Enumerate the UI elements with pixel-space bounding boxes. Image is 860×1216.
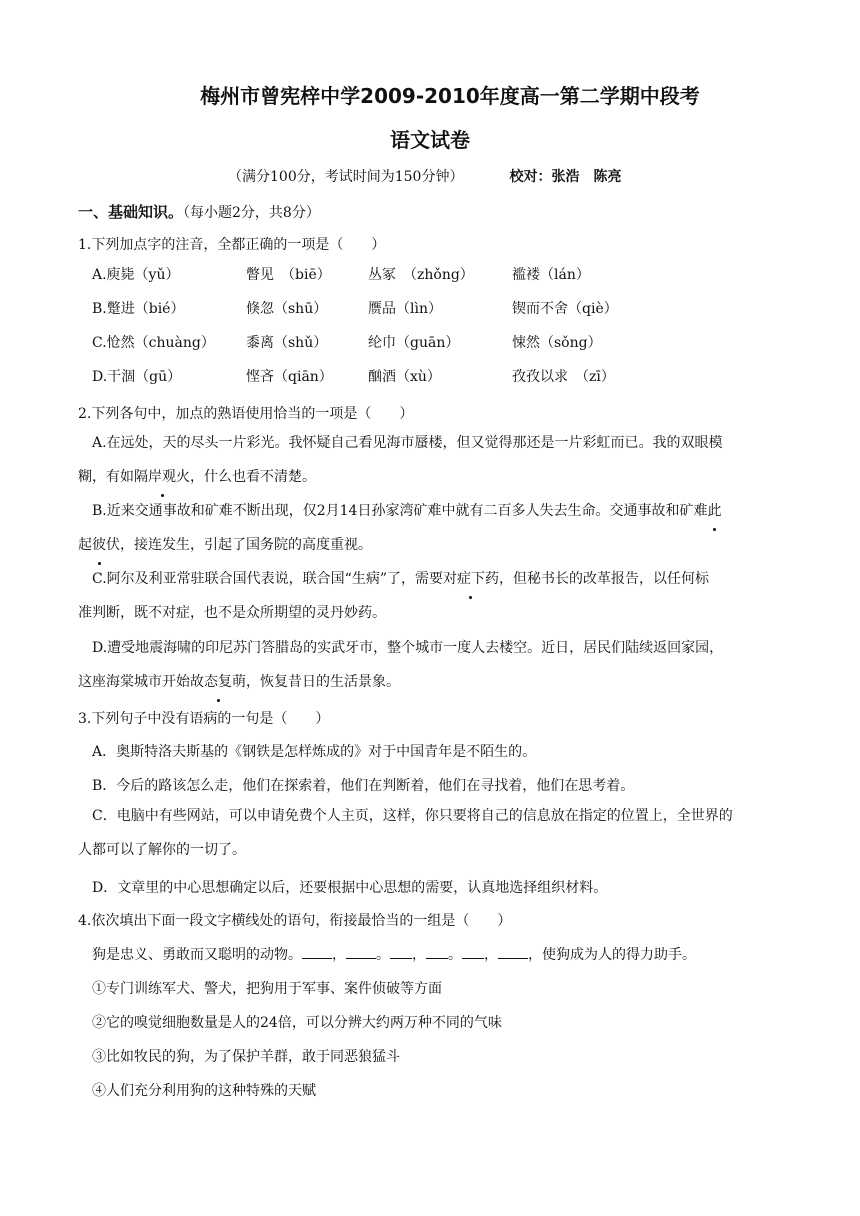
question-3-option-b: B．今后的路该怎么走，他们在探索着，他们在判断着，他们在寻找着，他们在思考着。	[92, 778, 635, 794]
option-cell: 孜孜以求 （zī）	[512, 369, 615, 385]
option-cell: 倏忽（shū）	[246, 301, 328, 317]
proofreaders: 校对：张浩 陈亮	[509, 169, 622, 185]
dotted-phrase: 此	[707, 494, 721, 528]
question-2-stem: 2.下列各句中，加点的熟语使用恰当的一项是（ ）	[78, 406, 414, 422]
option-cell: 酗酒（xù）	[368, 369, 441, 385]
question-3-stem: 3.下列句子中没有语病的一句是（ ）	[78, 711, 330, 727]
fill-blank	[302, 944, 332, 959]
option-cell: C.怆然（chuàng）	[92, 335, 215, 351]
option-cell: 黍离（shǔ）	[246, 335, 328, 351]
option-cell: B.蹩进（bié）	[92, 301, 185, 317]
option-cell: 锲而不舍（qiè）	[512, 301, 618, 317]
exam-info	[228, 166, 621, 186]
score-time-note: （满分100分，考试时间为150分钟）	[228, 169, 464, 185]
fill-blank	[498, 944, 528, 959]
option-cell: D.干涸（gū）	[92, 369, 182, 385]
dotted-phrase: 对症下药	[443, 562, 499, 596]
dotted-phrase: 隔岸观火	[134, 460, 190, 494]
dotted-phrase: 故态复萌	[190, 665, 246, 699]
exam-subject-title: 语文试卷	[390, 128, 470, 152]
option-cell: 悚然（sǒng）	[512, 335, 602, 351]
question-4-item: ②它的嗅觉细胞数量是人的24倍，可以分辨大约两万种不同的气味	[92, 1015, 502, 1031]
option-cell: 纶巾（guān）	[368, 335, 460, 351]
fill-blank	[390, 944, 412, 959]
question-1-stem: 1.下列加点字的注音，全都正确的一项是（ ）	[78, 237, 386, 253]
option-cell: 悭吝（qiān）	[246, 369, 333, 385]
question-2-option-c: C.阿尔及利亚常驻联合国代表说，联合国“生病”了，需要对症下药，但秘书长的改革报告，以任何标 准判断，既不对症，也不是众所期望的灵丹妙药。	[78, 562, 783, 630]
option-cell: 褴褛（lán）	[512, 267, 590, 283]
fill-blank	[462, 944, 484, 959]
question-2-option-b: B.近来交通事故和矿难不断出现，仅2月14日孙家湾矿难中就有二百多人失去生命。交通事故和矿难此 起彼伏，接连发生，引起了国务院的高度重视。	[78, 494, 783, 562]
option-cell: 丛冢 （zhǒng）	[368, 267, 474, 283]
question-4-passage: 狗是忠义、勇敢而又聪明的动物。 ， 。 ， 。 ， ，使狗成为人的得力助手。	[92, 944, 696, 964]
exam-title: 梅州市曾宪梓中学2009-2010年度高一第二学期中段考	[200, 84, 700, 108]
question-4-item: ①专门训练军犬、警犬，把狗用于军事、案件侦破等方面	[92, 981, 442, 997]
option-cell: A.庾毙（yǔ）	[92, 267, 180, 283]
option-cell: 瞥见 （biē）	[246, 267, 331, 283]
section-heading: 一、基础知识。（每小题2分，共8分）	[78, 203, 320, 221]
dotted-phrase: 起彼伏	[78, 528, 120, 562]
question-2-option-a: A.在远处，天的尽头一片彩光。我怀疑自己看见海市蜃楼，但又觉得那还是一片彩虹而已。我的双眼模 糊，有如隔岸观火，什么也看不清楚。	[78, 426, 783, 494]
question-4-item: ③比如牧民的狗，为了保护羊群，敢于同恶狼猛斗	[92, 1049, 400, 1065]
question-4-item: ④人们充分利用狗的这种特殊的天赋	[92, 1083, 316, 1099]
question-2-option-d: D.遭受地震海啸的印尼苏门答腊岛的实武牙市，整个城市一度人去楼空。近日，居民们陆续返回家园， 这座海棠城市开始故态复萌，恢复昔日的生活景象。	[78, 631, 783, 699]
question-3-option-a: A．奥斯特洛夫斯基的《钢铁是怎样炼成的》对于中国青年是不陌生的。	[92, 744, 537, 760]
question-4-stem: 4.依次填出下面一段文字横线处的语句，衔接最恰当的一组是（ ）	[78, 913, 512, 929]
question-3-option-d: D．文章里的中心思想确定以后，还要根据中心思想的需要，认真地选择组织材料。	[92, 880, 608, 896]
fill-blank	[426, 944, 448, 959]
question-3-option-c: C．电脑中有些网站，可以申请免费个人主页，这样，你只要将自己的信息放在指定的位置上，全世界的 人都可以了解你的一切了。	[78, 808, 733, 858]
option-cell: 赝品（lìn）	[368, 301, 442, 317]
fill-blank	[346, 944, 376, 959]
